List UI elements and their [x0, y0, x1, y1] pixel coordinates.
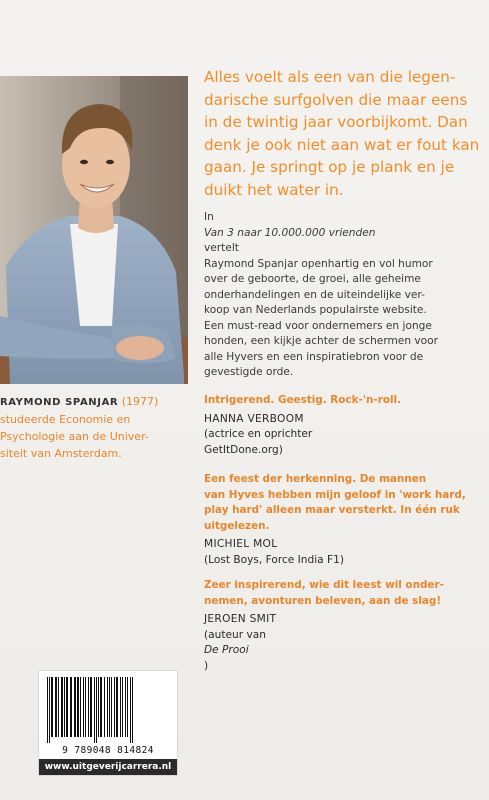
- author-name: RAYMOND SPANJAR: [0, 397, 119, 408]
- description-line: onderhandelingen en de uiteindelijke ver-: [204, 288, 425, 301]
- barcode-bar: [47, 677, 48, 743]
- intro-quote-line: Alles voelt als een van die legen-: [204, 68, 456, 86]
- review-quote-line: Zeer inspirerend, wie dit leest wil onder-: [204, 579, 444, 591]
- review-2: [204, 472, 486, 568]
- barcode-bar: [104, 677, 105, 737]
- barcode-bar: [85, 677, 86, 737]
- intro-quote-line: denk je ook niet aan wat er fout kan: [204, 135, 480, 154]
- barcode-bar: [77, 677, 79, 737]
- reviewer-book-title: De Prooi: [204, 644, 249, 656]
- author-bio-line: siteit van Amsterdam.: [0, 447, 122, 460]
- author-bio: [0, 393, 200, 462]
- barcode-bar: [88, 677, 89, 737]
- description-first-line: vertelt: [204, 242, 239, 254]
- book-title: Van 3 naar 10.000.000 vrienden: [204, 226, 376, 239]
- reviewer-affiliation: (Lost Boys, Force India F1): [204, 553, 345, 566]
- barcode-bar: [61, 677, 63, 737]
- description-line: alle Hyvers en een inspiratiebron voor de: [204, 350, 424, 363]
- description-line: koop van Nederlands populairste website.: [204, 304, 427, 316]
- author-bio-line: Psychologie aan de Univer-: [0, 430, 149, 443]
- barcode-bar: [130, 677, 131, 743]
- barcode-bar: [116, 677, 118, 737]
- barcode-bar: [80, 677, 81, 737]
- barcode-bar: [55, 677, 57, 737]
- barcode-bar: [66, 677, 68, 737]
- author-bio-line: studeerde Economie en: [0, 413, 131, 426]
- reviewer-name: MICHIEL MOL: [204, 538, 278, 550]
- review-attribution: [204, 412, 486, 459]
- description-line: honden, een kijkje achter de schermen voor: [204, 335, 438, 347]
- author-photo: [0, 76, 188, 384]
- barcode-bar: [107, 677, 108, 737]
- reviewer-affiliation: GetItDone.org): [204, 443, 283, 456]
- description-line: over de geboorte, de groei, alle geheime: [204, 273, 421, 285]
- barcode-bar: [109, 677, 110, 737]
- barcode-bar: [132, 677, 133, 743]
- review-attribution: [204, 612, 486, 674]
- description-line: gevestigde orde.: [204, 366, 294, 378]
- barcode-bar: [100, 677, 102, 737]
- publisher-website: www.uitgeverijcarrera.nl: [39, 759, 177, 775]
- review-3: [204, 578, 486, 674]
- review-quote-line: Een feest der herkenning. De mannen: [204, 473, 427, 485]
- reviewer-name: JEROEN SMIT: [204, 613, 277, 625]
- barcode-bar: [120, 677, 121, 737]
- reviewer-affiliation: ): [204, 659, 209, 672]
- barcode-bar: [94, 677, 95, 743]
- barcode-bar: [122, 677, 123, 737]
- author-portrait-image: [0, 76, 188, 384]
- review-quote-line: van Hyves hebben mijn geloof in 'work hard,: [204, 488, 466, 501]
- isbn-barcode: [38, 670, 178, 776]
- intro-quote-line: gaan. Je springt op je plank en je: [204, 158, 455, 176]
- isbn-number: 9 789048 814824: [62, 745, 154, 756]
- barcode-bar: [114, 677, 115, 737]
- review-quote-line: Intrigerend. Geestig. Rock-'n-roll.: [204, 394, 402, 406]
- review-1: [204, 393, 486, 458]
- barcode-bar: [127, 677, 128, 737]
- reviewer-affiliation: (actrice en oprichter: [204, 428, 313, 440]
- barcode-bar: [58, 677, 59, 737]
- author-birth-year: (1977): [121, 395, 159, 408]
- reviewer-affiliation: (auteur van: [204, 628, 266, 641]
- review-quote: [204, 472, 486, 534]
- intro-quote: [204, 66, 486, 201]
- description-line: Raymond Spanjar openhartig en vol humor: [204, 257, 433, 270]
- barcode-bar: [111, 677, 112, 737]
- barcode-bar: [90, 677, 92, 737]
- review-quote-line: play hard' alleen maar versterkt. In één ruk: [204, 504, 460, 516]
- barcode-bar: [125, 677, 126, 737]
- book-description: [204, 210, 484, 381]
- barcode-bar: [70, 677, 72, 737]
- barcode-bar: [51, 677, 53, 737]
- intro-quote-line: duikt het water in.: [204, 180, 344, 199]
- intro-quote-line: in de twintig jaar voorbijkomt. Dan: [204, 113, 468, 131]
- barcode-bar: [96, 677, 97, 743]
- review-attribution: [204, 537, 486, 568]
- barcode-bar: [49, 677, 50, 743]
- review-quote-line: uitgelezen.: [204, 519, 270, 532]
- review-quote-line: nemen, avonturen beleven, aan de slag!: [204, 594, 442, 607]
- barcode-bar: [74, 677, 76, 737]
- barcode-bar: [98, 677, 99, 737]
- description-line: Een must-read voor ondernemers en jonge: [204, 319, 432, 332]
- review-quote: [204, 578, 486, 609]
- description-prefix: In: [204, 211, 214, 223]
- reviewer-name: HANNA VERBOOM: [204, 412, 304, 425]
- intro-quote-line: darische surfgolven die maar eens: [204, 90, 468, 109]
- barcode-bars: [45, 677, 171, 743]
- review-quote: [204, 393, 486, 409]
- barcode-bar: [64, 677, 65, 737]
- barcode-bar: [83, 677, 84, 737]
